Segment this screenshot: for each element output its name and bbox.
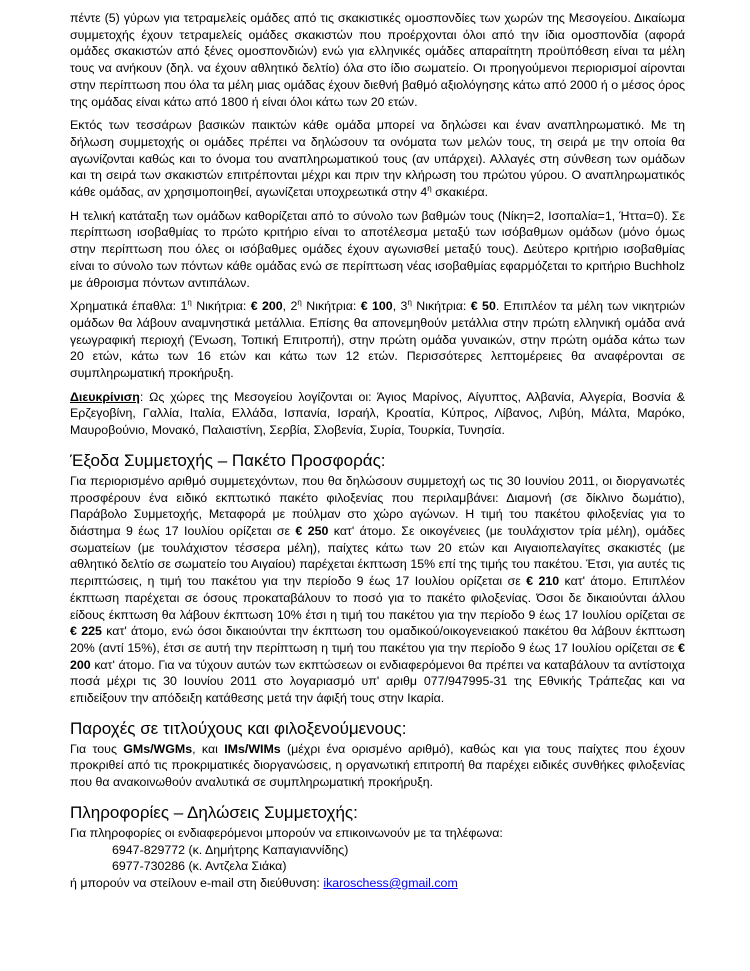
info-phone-1: 6947-829772 (κ. Δημήτρης Καπαγιαννίδης) (112, 842, 349, 857)
heading-titled-players: Παροχές σε τιτλούχους και φιλοξενούμενους: (70, 718, 407, 738)
paragraph-prizes (70, 298, 685, 382)
paragraph-team-eligibility: πέντε (5) γύρων για τετραμελείς ομάδες από τις σκακιστικές ομοσπονδίες των χωρών της Μεσογείου. Δικαίωμα συμμετοχής έχουν τετραμελείς ομάδες σκακιστών που προέρχονται όλοι από την ίδια ομοσπονδία (αφορά ομάδες σκακιστών από ξένες ομοσπονδιών) ενώ για ελληνικές ομάδες απαραίτητη προϋπόθεση είναι τα μέλη τους να ανήκουν (δηλ. να έχουν αθλητικό δελτίο) όλα στο ίδιο σωματείο. Οι προηγούμενοι περιορισμοί αίρονται στην περίπτωση που όλα τα μέλη μιας ομάδας έχουν διεθνή βαθμό αξιολόγησης κάτω από 2000 ή ο μέσος όρος της ομάδας είναι κάτω από 1800 ή είναι όλοι κάτω των 20 ετών. (70, 11, 685, 109)
package-price: € 200 (70, 640, 685, 672)
paragraph-clarification (70, 389, 685, 439)
heading-info: Πληροφορίες – Δηλώσεις Συμμετοχής: (70, 802, 358, 822)
ordinal-superscript: η (407, 298, 412, 308)
titled-text: (μέχρι ένα ορισμένο αριθμό), καθώς και για τους παίχτες που έχουν προκριθεί από τις προκριματικές διοργανώσεις, η οργανωτική επιτροπή θα παρέχει ειδικές συνθήκες φιλοξενίας που θα ανακοινωθούν αναλυτικά σε συμπληρωματική προκήρυξη. (70, 741, 685, 790)
substitute-tail: σκακιέρα. (431, 185, 489, 200)
package-text: Για περιορισμένο αριθμό συμμετεχόντων, που θα δηλώσουν συμμετοχή ως τις 30 Ιουνίου 2011, οι διοργανωτές προσφέρουν ένα ειδικό εκπτωτικό πακέτο φιλοξενίας που περιλαμβάνει: Διαμονή (σε δίκλινο δωμάτιο), Παράβολο Συμμετοχής, Μεταφορά με πούλμαν στο χώρο αγώνων. Η τιμή του πακέτου φιλοξενίας για το διάστημα 9 έως 17 Ιουλίου ορίζεται σε (70, 473, 685, 538)
titled-im: IMs/WIMs (224, 741, 281, 756)
package-text: κατ' άτομο. Επιπλέον έκπτωση παρέχεται σε όσους προκαταβάλουν το ποσό για το πακέτο φιλοξενίας. Όσοι δε δικαιούνται άλλου είδους έκπτωση θα λάβουν έκπτωση 10% έτσι η τιμή του πακέτου για την περίοδο 9 έως 17 Ιουλίου ορίζεται σε (70, 574, 685, 622)
prizes-text: Χρηματικά έπαθλα: 1 (70, 299, 188, 314)
package-text: κατ' άτομο. Σε οικογένειες (με τουλάχιστον τρία μέλη), ομάδες σωματείων (με τουλάχιστον τέσσερα μέλη), παίχτες κάτω των 20 ετών και Αιγαιοπελαγίτες σκακιστές (με αθλητικό δελτίο σε σωματείο του Αιγαίου) παρέχεται έκπτωση 15% επί της τιμής του πακέτου. Έτσι, για αυτές τις περιπτώσεις, η τιμή του πακέτου για την περίοδο 9 έως 17 Ιουλίου ορίζεται σε (70, 523, 685, 589)
paragraph-ranking: Η τελική κατάταξη των ομάδων καθορίζεται από το σύνολο των βαθμών τους (Νίκη=2, Ισοπαλία=1, Ήττα=0). Σε περίπτωση ισοβαθμίας το πρώτο κριτήριο είναι το αποτέλεσμα μεταξύ των ισόβαθμων ομάδων (μόνο όμως στην περίπτωση που όλες οι ισόβαθμες ομάδες έχουν αγωνισθεί μεταξύ τους). Δεύτερο κριτήριο ισοβαθμίας είναι το σύνολο των πόντων κάθε ομάδας ενώ σε περίπτωση νέας ισοβαθμίας εφαρμόζεται το κριτήριο Buchholz με άθροισμα πόντων αντιπάλων. (70, 208, 685, 290)
clarification-text: : Ως χώρες της Μεσογείου λογίζονται οι: Άγιος Μαρίνος, Αίγυπτος, Αλβανία, Αλγερία, Βοσνία & Ερζεγοβίνη, Γαλλία, Ιταλία, Ελλάδα, Ισπανία, Ισραήλ, Κροατία, Κύπρος, Λίβανος, Λιβύη, Μάλτα, Μαρόκο, Μαυροβούνιο, Μονακό, Παλαιστίνη, Σερβία, Σλοβενία, Συρία, Τουρκία, Τυνησία. (70, 389, 685, 438)
package-text: κατ' άτομο. Για να τύχουν αυτών των εκπτώσεων οι ενδιαφερόμενοι θα πρέπει να καταβάλουν τα αντίστοιχα ποσά μέχρι τις 30 Ιουνίου 2011 στο λογαριασμό υπ' αριθμ 077/947995-31 της Εθνικής Τράπεζας και να επιδείξουν την απόδειξη κατάθεσης μετά την άφιξή τους στην Ικαρία. (70, 657, 685, 706)
info-email-text: ή μπορούν να στείλουν e-mail στη διεύθυνση: (70, 875, 324, 890)
paragraph-titled-players (70, 741, 685, 791)
titled-text: Για τους (70, 741, 124, 756)
prize-first: € 200 (250, 299, 283, 314)
package-price: € 210 (526, 574, 560, 589)
package-price: € 250 (295, 523, 329, 538)
document-page (70, 10, 685, 892)
info-email-line (70, 875, 685, 892)
package-price: € 225 (70, 624, 102, 639)
titled-text: , και (192, 741, 225, 756)
prizes-text: Νικήτρια: (301, 299, 361, 314)
package-text: κατ' άτομο, ενώ όσοι δικαιούνται την έκπτωση του ομαδικού/οικογενειακού πακέτου θα λάβουν έκπτωση 20% (αντί 15%), έτσι σε αυτή την περίπτωση η τιμή του πακέτου για την περίοδο 9 έως 17 Ιουλίου ορίζεται σε (70, 624, 685, 655)
info-intro: Για πληροφορίες οι ενδιαφερόμενοι μπορούν να επικοινωνούν με τα τηλέφωνα: (70, 825, 503, 840)
prize-third: € 50 (470, 299, 496, 314)
clarification-label: Διευκρίνιση (70, 389, 140, 404)
prizes-text: . Επιπλέον τα μέλη των νικητριών ομάδων θα λάβουν αναμνηστικά μετάλλια. Επίσης θα απονεμηθούν μετάλλια στην πρώτη ελληνική ομάδα ανά γεωγραφική περιοχή (Ένωση, Τοπική Επιτροπή), στην πρώτη ομάδα γυναικών, στην πρώτη ομάδα κάτω των 20 ετών, κάτω των 16 ετών και κάτω των 12 ετών. Περισσότερες λεπτομέρειες θα αναφέρονται σε συμπληρωματική προκήρυξη. (70, 299, 685, 381)
prizes-text: Νικήτρια: (191, 299, 251, 314)
prizes-text: , 3 (392, 299, 408, 314)
prizes-text: , 2 (282, 299, 298, 314)
ordinal-superscript: η (427, 183, 432, 193)
prize-second: € 100 (360, 299, 393, 314)
substitute-text: Εκτός των τεσσάρων βασικών παικτών κάθε ομάδα μπορεί να δηλώσει και έναν αναπληρωματικό. Με τη δήλωση συμμετοχής οι ομάδες πρέπει να δηλώσουν τα ονόματα των μελών τους, τη σειρά με την οποία θα αγωνίζονται καθώς και το όνομα του αναπληρωματικού τους (αν υπάρχει). Αλλαγές στη σύνθεση των ομάδων και τη σειρά των σκακιστών επιτρέπονται μέχρι και πριν την κλήρωση του πρώτου γύρου. Ο αναπληρωματικός κάθε ομάδας, αν χρησιμοποιηθεί, αγωνίζεται υποχρεωτικά στην 4 (70, 118, 685, 200)
prizes-text: Νικήτρια: (411, 299, 471, 314)
paragraph-package (70, 473, 685, 707)
titled-gm: GMs/WGMs (123, 741, 193, 756)
info-phone-2: 6977-730286 (κ. Αντζελα Σιάκα) (112, 859, 287, 874)
email-link[interactable]: ikaroschess@gmail.com (323, 875, 458, 890)
heading-package: Έξοδα Συμμετοχής – Πακέτο Προσφοράς: (70, 450, 386, 470)
ordinal-superscript: η (187, 298, 192, 308)
ordinal-superscript: η (297, 298, 302, 308)
paragraph-substitute (70, 117, 685, 201)
